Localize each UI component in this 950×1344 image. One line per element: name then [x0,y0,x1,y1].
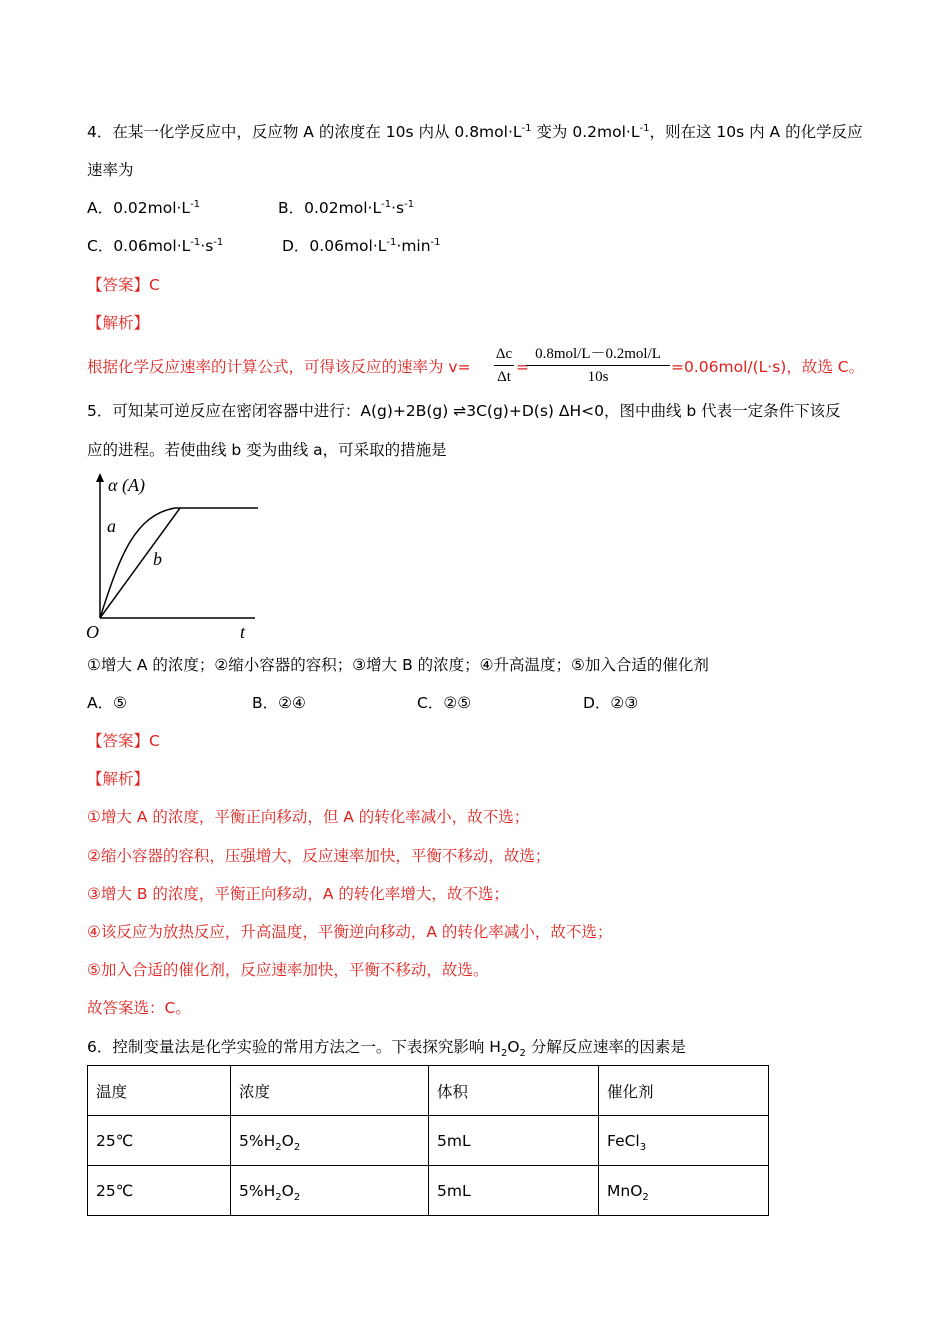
table-cell: $5\%H_2O_2$ [231,1166,429,1216]
y-axis-arrow [96,473,104,482]
table-cell: FeCl$_3$ [599,1116,769,1166]
curve-b-label: b [153,549,162,569]
table-header-cell: 浓度 [231,1066,429,1116]
q5-analysis-line: ②缩小容器的容积，压强增大，反应速率加快，平衡不移动，故选； [87,847,551,865]
q4-analysis-text-pre: 根据化学反应速率的计算公式，可得该反应的速率为 v= [87,358,471,376]
q5-answer: 【答案】C [87,732,160,750]
q4-option-a: A．$0.02mol\cdot L^{-1}$ [87,198,201,217]
formula-fraction-delta [494,344,514,387]
q4-option-c: C．$0.06mol\cdot L^{-1}\cdot s^{-1}$ [87,236,224,255]
curve-a [100,508,258,618]
conversion-time-graph [80,470,270,645]
fraction-bar [494,365,514,366]
table-header-cell: 催化剂 [599,1066,769,1116]
fraction-denominator: Δt [497,369,511,385]
q5-analysis-line: ④该反应为放热反应，升高温度，平衡逆向移动，A 的转化率减小，故不选； [87,923,613,941]
table-cell: 25℃ [88,1116,231,1166]
y-axis-label: α (A) [108,475,145,495]
q4-analysis-text-post: =0.06mol/(L·s)，故选 C。 [671,358,865,376]
table-cell: 5mL [429,1166,599,1216]
q4-option-d: D．$0.06mol\cdot L^{-1}\cdot\min^{-1}$ [282,236,441,255]
q5-analysis-line: ③增大 B 的浓度，平衡正向移动，A 的转化率增大，故不选； [87,885,509,903]
table-row [88,1116,769,1166]
fraction-bar [526,365,670,366]
table-header-cell: 体积 [429,1066,599,1116]
q6-stem: 6．控制变量法是化学实验的常用方法之一。下表探究影响 $H_2O_2$ 分解反应速率的因素是 [87,1038,686,1060]
q5-analysis-line: 故答案选：C。 [87,999,191,1017]
experiment-table [87,1065,769,1216]
q5-analysis-label: 【解析】 [87,770,150,788]
q4-option-b: B．$0.02mol\cdot L^{-1}\cdot s^{-1}$ [278,198,415,217]
table-cell: 25℃ [88,1166,231,1216]
q5-option-c: C．②⑤ [417,694,472,712]
q5-stem-line1: 5．可知某可逆反应在密闭容器中进行：A(g)+2B(g) ⇌3C(g)+D(s) ΔH<0，图中曲线 b 代表一定条件下该反 [87,402,841,420]
fraction-numerator: 0.8mol/L－0.2mol/L [535,346,661,362]
table-cell: MnO$_2$ [599,1166,769,1216]
fraction-numerator: Δc [495,346,513,362]
fraction-denominator: 10s [587,369,609,385]
table-header-cell: 温度 [88,1066,231,1116]
q5-option-b: B．②④ [252,694,306,712]
curve-a-label: a [107,516,116,536]
table-header-row [88,1066,769,1116]
q5-option-a: A．⑤ [87,694,127,712]
x-axis-label: t [240,622,246,642]
table-row [88,1166,769,1216]
formula-equals: = [516,358,529,376]
q5-option-d: D．②③ [583,694,639,712]
table-cell: 5mL [429,1116,599,1166]
formula-fraction-values [526,344,670,387]
q5-measures: ①增大 A 的浓度；②缩小容器的容积；③增大 B 的浓度；④升高温度；⑤加入合适的催化剂 [87,656,709,674]
q4-analysis-label: 【解析】 [87,314,150,332]
q5-analysis-line: ①增大 A 的浓度，平衡正向移动，但 A 的转化率减小，故不选； [87,808,530,826]
q5-analysis-line: ⑤加入合适的催化剂，反应速率加快，平衡不移动，故选。 [87,961,489,979]
q4-answer: 【答案】C [87,276,160,294]
q5-stem-line2: 应的进程。若使曲线 b 变为曲线 a，可采取的措施是 [87,441,447,459]
q4-stem-line2: 速率为 [87,161,134,179]
origin-label: O [86,622,99,642]
q4-stem-line1: 4．在某一化学反应中，反应物 A 的浓度在 10s 内从 $0.8mol\cdot L^{-1}$ 变为 $0.2mol\cdot L^{-1}$，则在这 10s 内 A 的化学反应 [87,122,863,141]
table-cell: $5\%H_2O_2$ [231,1116,429,1166]
